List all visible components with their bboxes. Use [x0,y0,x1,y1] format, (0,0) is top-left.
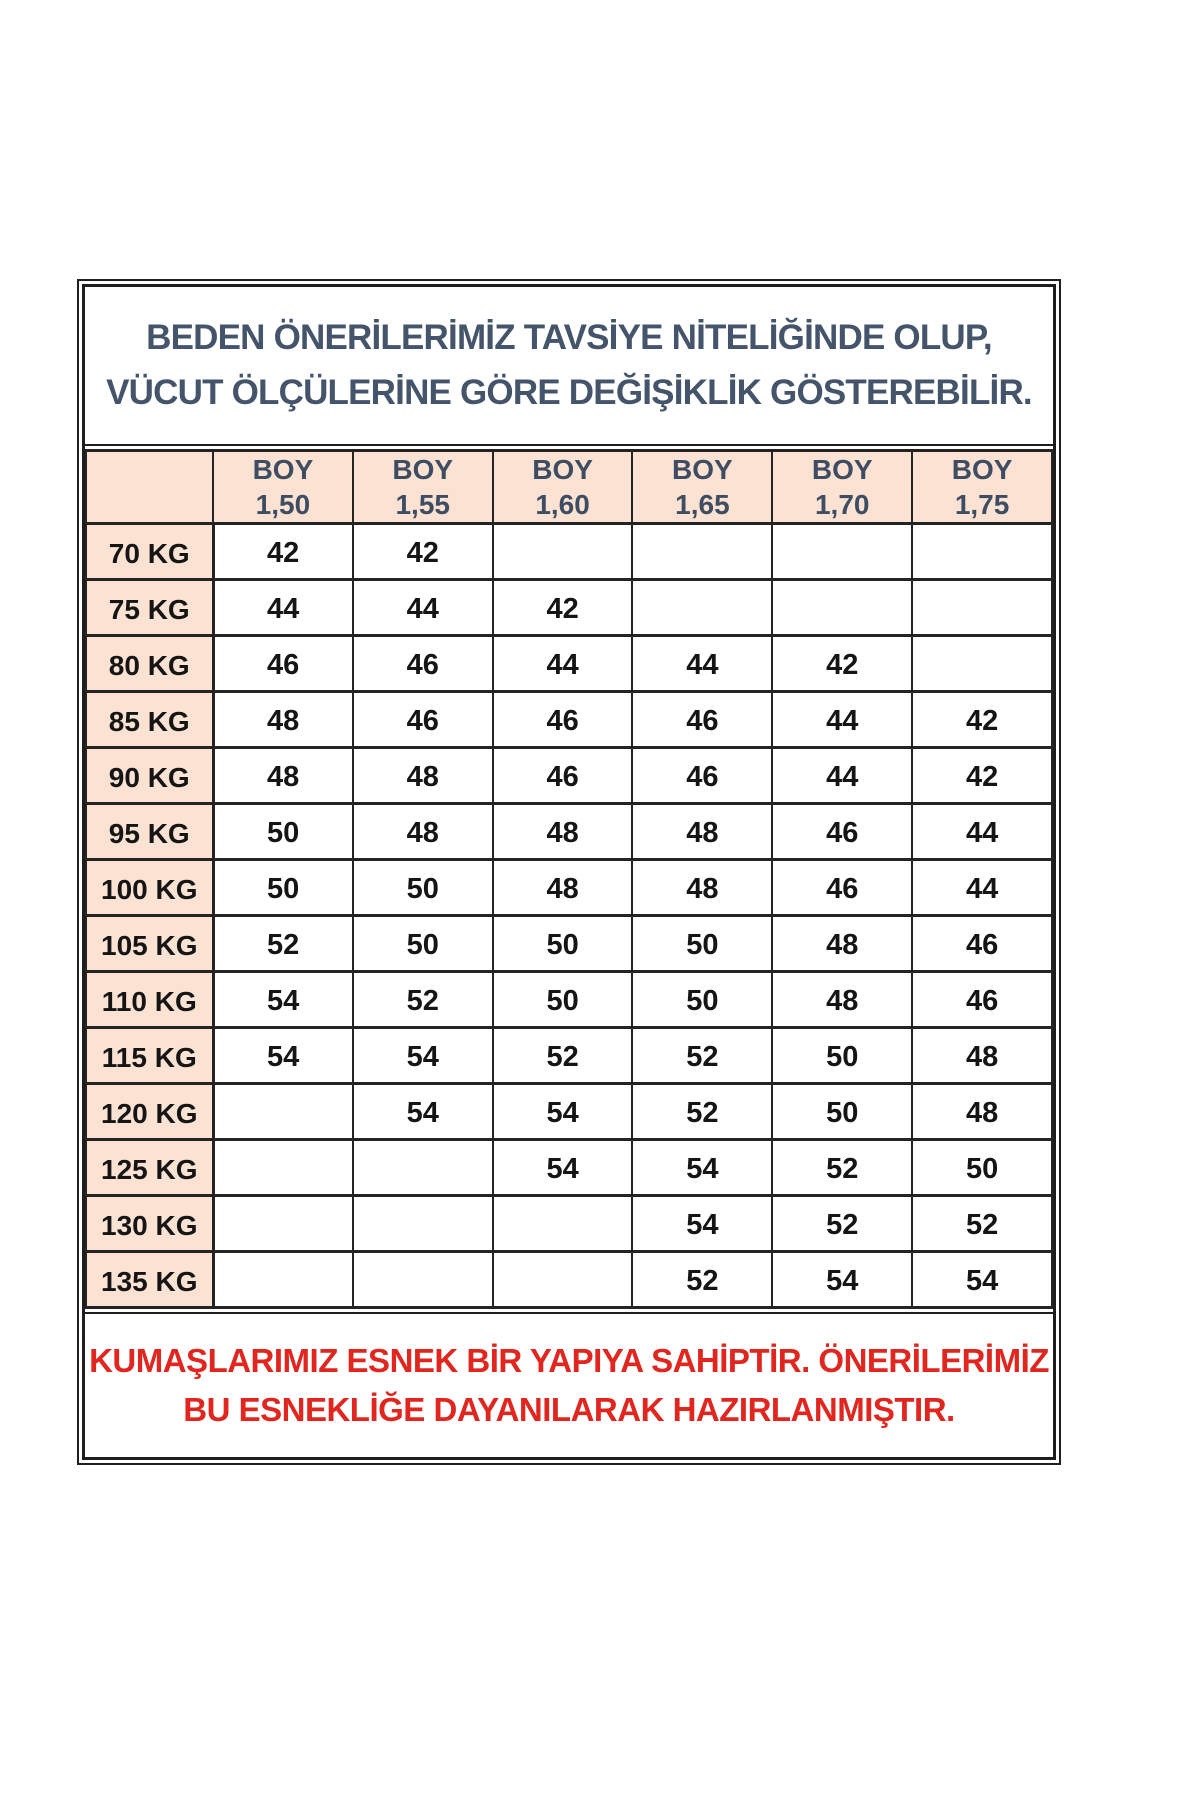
stretch-note-line1: KUMAŞLARIMIZ ESNEK BİR YAPIYA SAHİPTİR. ÖNERİLERİMİZ [89,1342,1049,1380]
row-label: 115 KG [86,1028,213,1084]
column-header-word: BOY [392,454,454,485]
size-cell [213,1140,353,1196]
size-cell: 50 [213,804,353,860]
size-cell: 42 [772,636,912,692]
disclaimer-title-line2: VÜCUT ÖLÇÜLERİNE GÖRE DEĞİŞİKLİK GÖSTEREBİLİR. [106,372,1032,412]
size-cell: 52 [632,1028,772,1084]
size-cell: 48 [353,748,493,804]
size-cell: 50 [493,916,633,972]
column-header-word: BOY [672,454,733,485]
column-header-boy-1,60 [493,451,633,524]
size-cell: 48 [772,972,912,1028]
size-cell [493,1252,633,1308]
size-cell: 46 [912,972,1052,1028]
size-cell: 44 [493,636,633,692]
size-cell [213,1084,353,1140]
size-cell: 50 [632,972,772,1028]
table-row [86,692,1052,748]
column-header-height: 1,75 [954,489,1010,520]
column-header-boy-1,75 [912,451,1052,524]
table-row [86,1140,1052,1196]
size-cell [912,580,1052,636]
column-header-boy-1,70 [772,451,912,524]
size-cell: 48 [493,860,633,916]
size-cell: 46 [632,692,772,748]
size-cell: 50 [912,1140,1052,1196]
size-cell: 46 [493,748,633,804]
size-cell: 54 [772,1252,912,1308]
size-cell [772,524,912,580]
size-cell: 42 [912,748,1052,804]
size-cell: 52 [632,1084,772,1140]
table-row [86,1252,1052,1308]
size-cell: 48 [772,916,912,972]
size-cell: 54 [213,1028,353,1084]
size-cell: 42 [213,524,353,580]
size-cell: 44 [353,580,493,636]
size-cell: 42 [912,692,1052,748]
table-row [86,1196,1052,1252]
size-cell: 54 [353,1028,493,1084]
row-label: 85 KG [86,692,213,748]
column-header-boy-1,50 [213,451,353,524]
size-cell: 48 [912,1084,1052,1140]
size-cell: 54 [632,1196,772,1252]
size-cell [213,1196,353,1252]
size-cell: 48 [213,748,353,804]
stretch-note [85,1312,1053,1457]
size-cell: 46 [353,692,493,748]
size-cell: 52 [493,1028,633,1084]
size-cell: 44 [772,692,912,748]
column-header-height: 1,50 [255,489,311,520]
disclaimer-title-line1: BEDEN ÖNERİLERİMİZ TAVSİYE NİTELİĞİNDE OLUP, [146,318,992,357]
size-cell [353,1252,493,1308]
row-label: 125 KG [86,1140,213,1196]
table-row [86,1028,1052,1084]
size-cell: 44 [912,804,1052,860]
size-table-body [86,524,1052,1308]
size-cell [912,524,1052,580]
column-header-word: BOY [811,454,873,485]
corner-cell [86,451,213,524]
size-cell: 48 [493,804,633,860]
row-label: 135 KG [86,1252,213,1308]
size-cell: 52 [912,1196,1052,1252]
row-label: 110 KG [86,972,213,1028]
size-cell: 46 [213,636,353,692]
size-cell: 48 [353,804,493,860]
row-label: 100 KG [86,860,213,916]
table-row [86,636,1052,692]
size-cell: 52 [353,972,493,1028]
size-cell: 54 [493,1084,633,1140]
column-header-height: 1,60 [535,489,590,520]
table-row [86,804,1052,860]
row-label: 120 KG [86,1084,213,1140]
size-cell [772,580,912,636]
size-cell: 44 [632,636,772,692]
size-cell: 54 [213,972,353,1028]
row-label: 95 KG [86,804,213,860]
size-cell [353,1140,493,1196]
size-cell [493,524,633,580]
size-cell [213,1252,353,1308]
size-cell [493,1196,633,1252]
column-header-height: 1,55 [395,489,450,520]
size-table [85,449,1053,1309]
column-header-word: BOY [252,454,314,485]
size-cell: 50 [493,972,633,1028]
table-row [86,524,1052,580]
row-label: 130 KG [86,1196,213,1252]
table-row [86,1084,1052,1140]
size-cell: 48 [632,804,772,860]
disclaimer-title [85,287,1053,446]
size-cell: 46 [493,692,633,748]
size-cell: 44 [213,580,353,636]
size-cell: 54 [632,1140,772,1196]
size-cell: 50 [353,860,493,916]
size-cell: 52 [213,916,353,972]
size-cell: 46 [353,636,493,692]
column-header-height: 1,65 [675,489,730,520]
size-cell: 50 [353,916,493,972]
size-cell: 50 [772,1028,912,1084]
table-row [86,972,1052,1028]
size-cell: 52 [772,1196,912,1252]
size-cell: 50 [632,916,772,972]
table-row [86,580,1052,636]
size-cell: 46 [912,916,1052,972]
table-row [86,860,1052,916]
size-cell [353,1196,493,1252]
table-row [86,916,1052,972]
size-cell: 48 [632,860,772,916]
size-cell: 54 [493,1140,633,1196]
size-cell: 48 [912,1028,1052,1084]
row-label: 75 KG [86,580,213,636]
size-cell: 52 [632,1252,772,1308]
size-cell: 50 [213,860,353,916]
column-header-boy-1,65 [632,451,772,524]
column-header-boy-1,55 [353,451,493,524]
column-header-word: BOY [951,454,1013,485]
size-table-header [86,451,1052,524]
size-cell [632,580,772,636]
row-label: 80 KG [86,636,213,692]
row-label: 90 KG [86,748,213,804]
stretch-note-line2: BU ESNEKLİĞE DAYANILARAK HAZIRLANMIŞTIR. [183,1390,955,1428]
size-cell: 50 [772,1084,912,1140]
size-cell: 44 [772,748,912,804]
row-label: 70 KG [86,524,213,580]
row-label: 105 KG [86,916,213,972]
column-header-height: 1,70 [814,489,870,520]
size-cell: 54 [912,1252,1052,1308]
size-cell: 46 [632,748,772,804]
column-header-word: BOY [532,454,593,485]
size-cell: 54 [353,1084,493,1140]
size-chart-sheet [82,284,1056,1460]
size-cell: 48 [213,692,353,748]
size-cell: 44 [912,860,1052,916]
size-cell [912,636,1052,692]
size-cell: 46 [772,804,912,860]
size-cell [632,524,772,580]
size-cell: 42 [493,580,633,636]
table-row [86,748,1052,804]
size-cell: 52 [772,1140,912,1196]
size-cell: 46 [772,860,912,916]
size-cell: 42 [353,524,493,580]
